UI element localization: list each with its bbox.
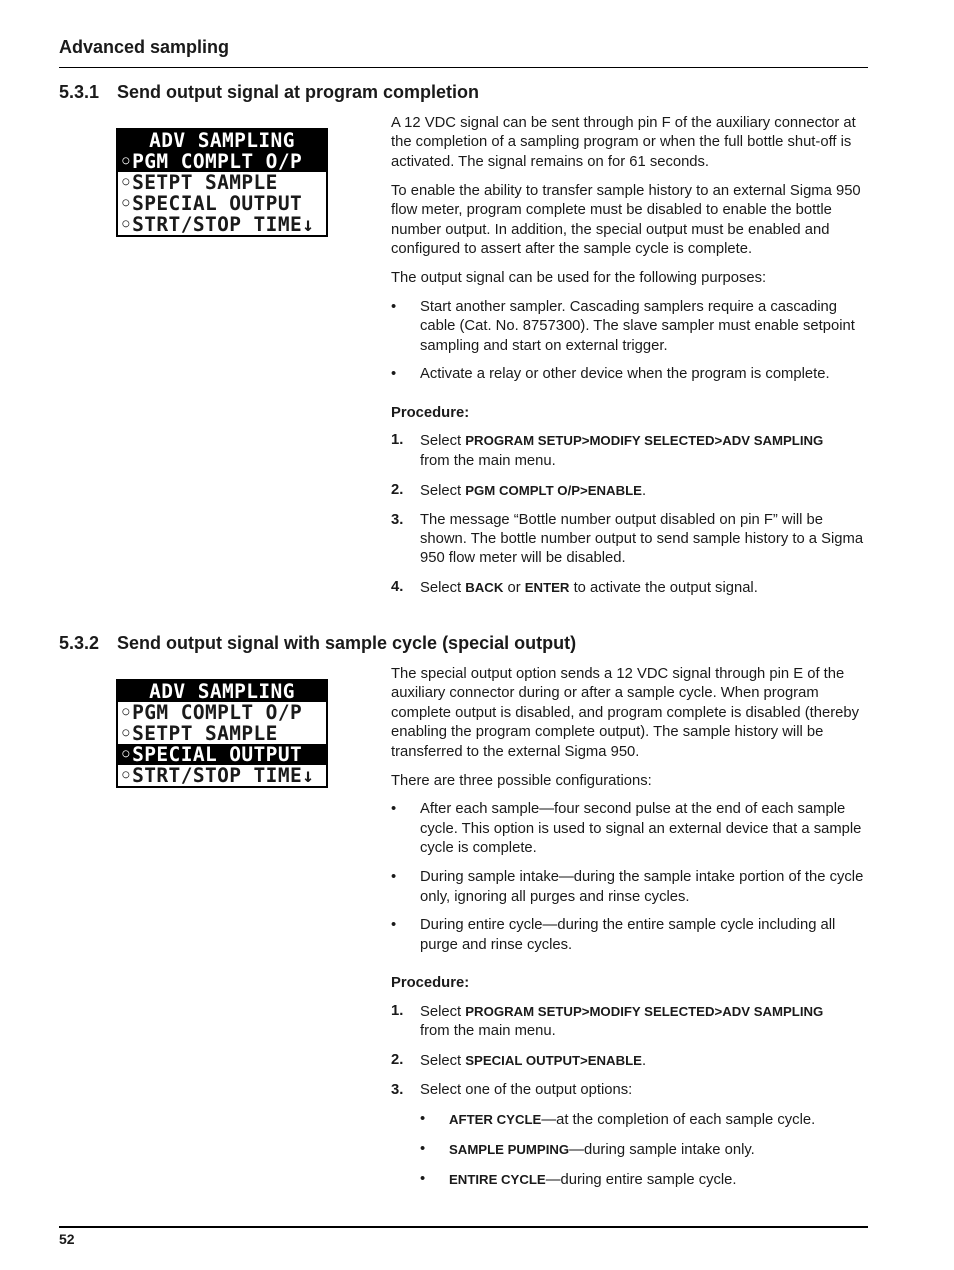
- bullet-item: [391, 868, 868, 907]
- paragraph: A 12 VDC signal can be sent through pin F of the auxiliary connector at the completion of a sampling program or when the full bottle shut-off is activated. The signal remains on for 61 seconds.: [391, 115, 856, 170]
- step-number: 3.: [391, 511, 404, 528]
- step-number: 1.: [391, 432, 404, 449]
- paragraph: To enable the ability to transfer sample history to an external Sigma 950 flow meter, program complete must be disabled to enable the bottle number output. In addition, the special output must be enabled and configured to assert after the sample cycle is complete.: [391, 182, 861, 257]
- bullet-item: [391, 916, 868, 955]
- option-name: AFTER CYCLE: [449, 1111, 542, 1127]
- step-text: to activate the output signal.: [569, 580, 758, 597]
- step-text: Select: [420, 1053, 466, 1069]
- procedure-step: [391, 1002, 868, 1042]
- bullet-glyph: •: [391, 298, 397, 315]
- step-number: 4.: [391, 579, 404, 596]
- step-text: or: [503, 580, 525, 597]
- section-title: Send output signal at program completion: [117, 82, 480, 102]
- lcd-screen-special-output: [116, 679, 328, 788]
- bullet-glyph: •: [391, 801, 397, 818]
- procedure-step: [391, 511, 868, 569]
- menu-path: PROGRAM SETUP>MODIFY SELECTED>ADV SAMPLING: [465, 433, 824, 449]
- procedure-step: [391, 578, 868, 598]
- step-number: 1.: [391, 1002, 404, 1019]
- bullet-text: Activate a relay or other device when the program is complete.: [420, 366, 830, 383]
- procedure-heading: Procedure:: [391, 975, 470, 992]
- lcd-title: ADV SAMPLING: [118, 681, 326, 702]
- procedure-step: [391, 481, 868, 501]
- step-text: .: [641, 482, 647, 499]
- section-532-body: [391, 665, 868, 1200]
- step-text: from the main menu.: [420, 452, 556, 469]
- lcd-title: ADV SAMPLING: [118, 130, 326, 151]
- lcd-row-selected: ◦SPECIAL OUTPUT: [118, 744, 326, 765]
- section-531-body: [391, 114, 868, 608]
- option-item: [391, 1170, 868, 1190]
- lcd-row: ◦STRT/STOP TIME↓: [120, 214, 315, 235]
- bullet-text: After each sample—four second pulse at the end of each sample cycle. This option is used to signal an external device that a sample cycle is complete.: [420, 801, 862, 857]
- lcd-row: ◦PGM COMPLT O/P: [120, 702, 303, 723]
- bullet-text: Start another sampler. Cascading samplers require a cascading cable (Cat. No. 8757300). The slave sampler must enable setpoint sampling and start on external trigger.: [420, 298, 855, 354]
- procedure-heading: Procedure:: [391, 404, 470, 421]
- procedure-step: [391, 1081, 868, 1100]
- footer-rule: [59, 1226, 868, 1228]
- lcd-row-selected: ◦PGM COMPLT O/P: [118, 151, 326, 172]
- procedure-step: [391, 431, 868, 471]
- menu-path: PROGRAM SETUP>MODIFY SELECTED>ADV SAMPLING: [465, 1003, 824, 1019]
- menu-path: PGM COMPLT O/P>ENABLE: [465, 482, 642, 498]
- bullet-item: [391, 800, 868, 858]
- paragraph: The output signal can be used for the following purposes:: [391, 269, 767, 286]
- step-text: from the main menu.: [420, 1023, 556, 1040]
- paragraph: The special output option sends a 12 VDC signal through pin E of the auxiliary connector during or after a sample cycle. When program complete output is disabled, and program complete is disabled (thereby enabling the program complete output). The sample history will be transferred to the external Sigma 950.: [391, 666, 860, 760]
- bullet-glyph: •: [391, 917, 397, 934]
- section-532-heading: [59, 633, 576, 654]
- section-title: Send output signal with sample cycle (special output): [117, 633, 577, 653]
- option-item: [391, 1110, 868, 1130]
- bullet-item: [391, 298, 868, 356]
- menu-path: SPECIAL OUTPUT>ENABLE: [465, 1053, 642, 1068]
- paragraph: There are three possible configurations:: [391, 772, 652, 789]
- step-number: 3.: [391, 1081, 404, 1098]
- step-text: The message “Bottle number output disabled on pin F” will be shown. The bottle number output to send sample history to a Sigma 950 flow meter will be disabled.: [420, 511, 864, 567]
- page-header-title: Advanced sampling: [59, 37, 230, 57]
- key-name: ENTER: [524, 580, 570, 596]
- section-531-heading: [59, 82, 479, 103]
- lcd-row: ◦SETPT SAMPLE: [120, 723, 278, 744]
- page-number: 52: [59, 1231, 75, 1247]
- option-text: —during entire sample cycle.: [545, 1171, 737, 1188]
- option-name: ENTIRE CYCLE: [449, 1171, 546, 1187]
- key-name: BACK: [465, 580, 504, 596]
- step-number: 2.: [391, 1052, 404, 1068]
- step-text: Select one of the output options:: [420, 1081, 633, 1098]
- procedure-step: [391, 1051, 868, 1071]
- step-number: 2.: [391, 481, 404, 498]
- lcd-row: ◦SPECIAL OUTPUT: [120, 193, 303, 214]
- bullet-glyph: •: [391, 869, 397, 886]
- option-text: —at the completion of each sample cycle.: [541, 1111, 816, 1128]
- bullet-text: During entire cycle—during the entire sample cycle including all purge and rinse cycles.: [420, 917, 836, 953]
- bullet-glyph: •: [391, 366, 397, 383]
- section-number: 5.3.2: [59, 633, 100, 653]
- step-text: Select: [420, 580, 466, 597]
- step-text: Select: [420, 1003, 466, 1020]
- section-number: 5.3.1: [59, 82, 100, 102]
- step-text: Select: [420, 433, 466, 450]
- bullet-text: During sample intake—during the sample intake portion of the cycle only, ignoring all purges and rinse cycles.: [420, 869, 864, 905]
- lcd-row: ◦STRT/STOP TIME↓: [120, 765, 315, 786]
- bullet-item: [391, 365, 868, 384]
- header-rule: [59, 67, 868, 68]
- step-text: Select: [420, 482, 466, 499]
- step-text: .: [641, 1053, 647, 1069]
- option-item: [391, 1140, 868, 1160]
- bullet-glyph: •: [420, 1140, 426, 1157]
- bullet-glyph: •: [420, 1170, 426, 1187]
- lcd-screen-pgm-complt: [116, 128, 328, 237]
- bullet-glyph: •: [420, 1110, 426, 1127]
- option-text: —during sample intake only.: [569, 1141, 755, 1158]
- lcd-row: ◦SETPT SAMPLE: [120, 172, 278, 193]
- option-name: SAMPLE PUMPING: [449, 1141, 570, 1157]
